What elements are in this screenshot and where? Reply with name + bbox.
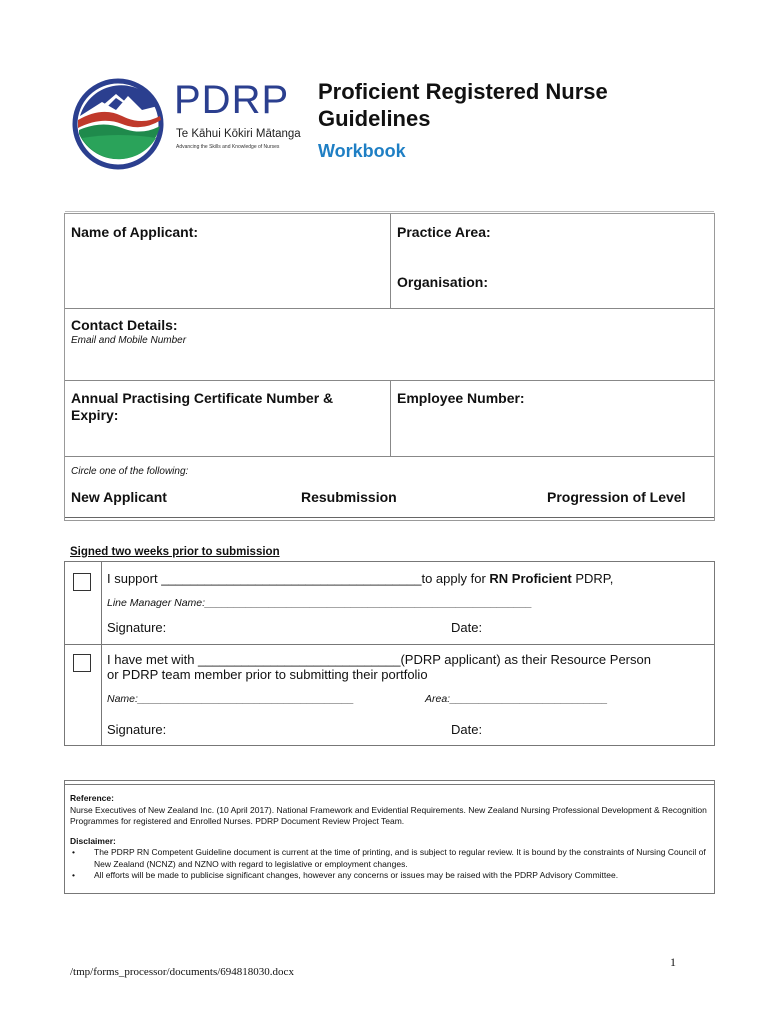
contact-details-label: Contact Details:: [71, 317, 178, 333]
resource-name-field[interactable]: Name:_____________________________________: [107, 693, 354, 705]
signoff-heading: Signed two weeks prior to submission: [70, 546, 280, 558]
resource-person-line2: or PDRP team member prior to submitting their portfolio: [107, 667, 428, 682]
option-new-applicant[interactable]: New Applicant: [71, 489, 167, 505]
rn-proficient-text: RN Proficient: [489, 571, 572, 586]
manager-date-label: Date:: [451, 620, 483, 635]
resource-signature-label: Signature:: [107, 722, 167, 737]
employee-number-label: Employee Number:: [397, 390, 525, 406]
resource-person-checkbox[interactable]: [73, 654, 91, 672]
disclaimer-item: • The PDRP RN Competent Guideline document is current at the time of printing, and is subject to regular review. It is bound by the constraints of Nursing Council of New Zealand (NCNZ) and NZNO with regard to legislative or employment changes.: [70, 847, 709, 870]
reference-heading: Reference:: [70, 793, 114, 803]
manager-signature-label: Signature:: [107, 620, 167, 635]
line-manager-name-field[interactable]: Line Manager Name:________________________________________________________: [107, 597, 533, 609]
circle-hint: Circle one of the following:: [71, 466, 189, 477]
manager-support-text: I support ____________________________________to apply for: [107, 571, 490, 586]
resource-area-field[interactable]: Area:___________________________: [425, 693, 608, 705]
disclaimer-list: [70, 847, 709, 882]
disclaimer-heading: Disclaimer:: [70, 835, 116, 846]
page-subtitle: Workbook: [318, 141, 406, 161]
pdrp-text: PDRP,: [571, 571, 614, 586]
pdrp-logo: [72, 76, 312, 172]
logo-subtitle: Te Kāhui Kōkiri Mātanga: [176, 128, 301, 140]
signoff-table: [64, 561, 715, 746]
organisation-label: Organisation:: [397, 274, 489, 290]
logo-tagline: Advancing the Skills and Knowledge of Nurses: [176, 144, 280, 150]
page-number: 1: [670, 955, 676, 969]
practice-area-label: Practice Area:: [397, 224, 491, 240]
option-progression-of-level[interactable]: Progression of Level: [547, 489, 686, 505]
apc-label: Annual Practising Certificate Number & Expiry:: [71, 390, 334, 423]
document-path: /tmp/forms_processor/documents/694818030.docx: [70, 966, 294, 978]
resource-date-label: Date:: [451, 722, 483, 737]
disclaimer-item: • All efforts will be made to publicise significant changes, however any concerns or issues may be raised with the PDRP Advisory Committee.: [70, 870, 709, 882]
resource-person-line1: I have met with ____________________________(PDRP applicant) as their Resource Person: [107, 652, 651, 667]
manager-support-checkbox[interactable]: [73, 573, 91, 591]
logo-text: PDRP: [174, 78, 290, 122]
option-resubmission[interactable]: Resubmission: [301, 489, 397, 505]
page-title: Proficient Registered Nurse Guidelines: [318, 79, 608, 131]
reference-box: [64, 780, 715, 894]
applicant-form: [64, 213, 715, 521]
reference-text: Nurse Executives of New Zealand Inc. (10 April 2017). National Framework and Evidential Requirements. New Zealand Nursing Professional Development & Recognition Programmes for registered and Enrolled Nurses. PDRP Document Review Project Team.: [70, 804, 707, 826]
name-of-applicant-label: Name of Applicant:: [71, 224, 199, 240]
manager-support-line: [107, 571, 613, 586]
contact-details-hint: Email and Mobile Number: [71, 335, 187, 346]
